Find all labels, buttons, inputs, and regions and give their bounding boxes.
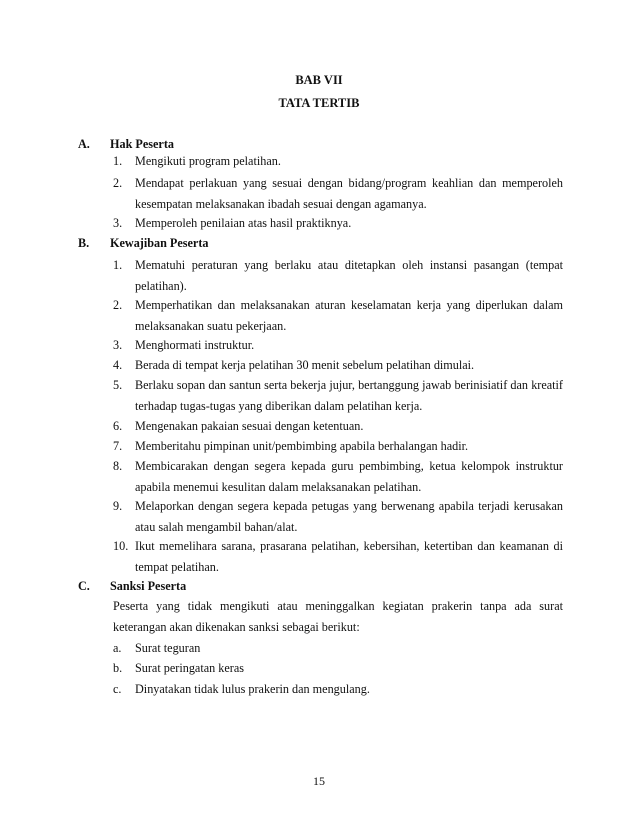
section-letter: C.	[78, 579, 90, 593]
item-text: Berlaku sopan dan santun serta bekerja jujur, bertanggung jawab berinisiatif dan kreatif terhadap tugas-tugas yang diberikan dalam pelatihan kerja.	[135, 378, 563, 413]
section-letter: B.	[78, 236, 90, 250]
item-letter: c.	[113, 682, 122, 696]
item-text: Surat teguran	[135, 641, 201, 655]
section-heading: Kewajiban Peserta	[110, 236, 209, 250]
item-number: 3.	[113, 216, 123, 230]
item-number: 5.	[113, 378, 123, 392]
item-text: Mengikuti program pelatihan.	[135, 154, 281, 168]
chapter-label: BAB VII	[295, 73, 343, 87]
item-number: 8.	[113, 459, 123, 473]
item-text: Mendapat perlakuan yang sesuai dengan bidang/program keahlian dan memperoleh kesempatan melaksanakan ibadah sesuai dengan agamanya.	[135, 176, 563, 211]
item-number: 10.	[113, 539, 129, 553]
item-number: 3.	[113, 338, 123, 352]
section-heading: Hak Peserta	[110, 137, 174, 151]
item-number: 1.	[113, 258, 123, 272]
item-text: Dinyatakan tidak lulus prakerin dan mengulang.	[135, 682, 370, 696]
page-number: 15	[313, 774, 325, 788]
section-letter: A.	[78, 137, 90, 151]
item-text: Menghormati instruktur.	[135, 338, 255, 352]
item-number: 9.	[113, 499, 123, 513]
item-number: 1.	[113, 154, 123, 168]
item-text: Surat peringatan keras	[135, 661, 244, 675]
item-number: 2.	[113, 298, 123, 312]
item-letter: b.	[113, 661, 123, 675]
item-text: Berada di tempat kerja pelatihan 30 menit sebelum pelatihan dimulai.	[135, 358, 475, 372]
item-number: 4.	[113, 358, 123, 372]
item-text: Melaporkan dengan segera kepada petugas yang berwenang apabila terjadi kerusakan atau salah mengambil bahan/alat.	[135, 499, 563, 534]
item-text: Memperoleh penilaian atas hasil praktiknya.	[135, 216, 352, 230]
section-heading: Sanksi Peserta	[110, 579, 187, 593]
item-text: Mematuhi peraturan yang berlaku atau ditetapkan oleh instansi pasangan (tempat pelatihan).	[135, 258, 563, 293]
item-text: Membicarakan dengan segera kepada guru pembimbing, ketua kelompok instruktur apabila menemui kesulitan dalam melaksanakan pelatihan.	[135, 459, 563, 494]
item-number: 6.	[113, 419, 123, 433]
item-text: Ikut memelihara sarana, prasarana pelatihan, kebersihan, ketertiban dan keamanan di tempat pelatihan.	[135, 539, 563, 574]
item-number: 7.	[113, 439, 123, 453]
section-intro: Peserta yang tidak mengikuti atau meninggalkan kegiatan prakerin tanpa ada surat keterangan akan dikenakan sanksi sebagai berikut:	[113, 599, 563, 634]
item-text: Memberitahu pimpinan unit/pembimbing apabila berhalangan hadir.	[135, 439, 469, 453]
item-letter: a.	[113, 641, 122, 655]
item-text: Mengenakan pakaian sesuai dengan ketentuan.	[135, 419, 364, 433]
page-title: TATA TERTIB	[278, 96, 360, 110]
item-number: 2.	[113, 176, 123, 190]
item-text: Memperhatikan dan melaksanakan aturan keselamatan kerja yang diperlukan dalam melaksanakan suatu pekerjaan.	[135, 298, 563, 333]
